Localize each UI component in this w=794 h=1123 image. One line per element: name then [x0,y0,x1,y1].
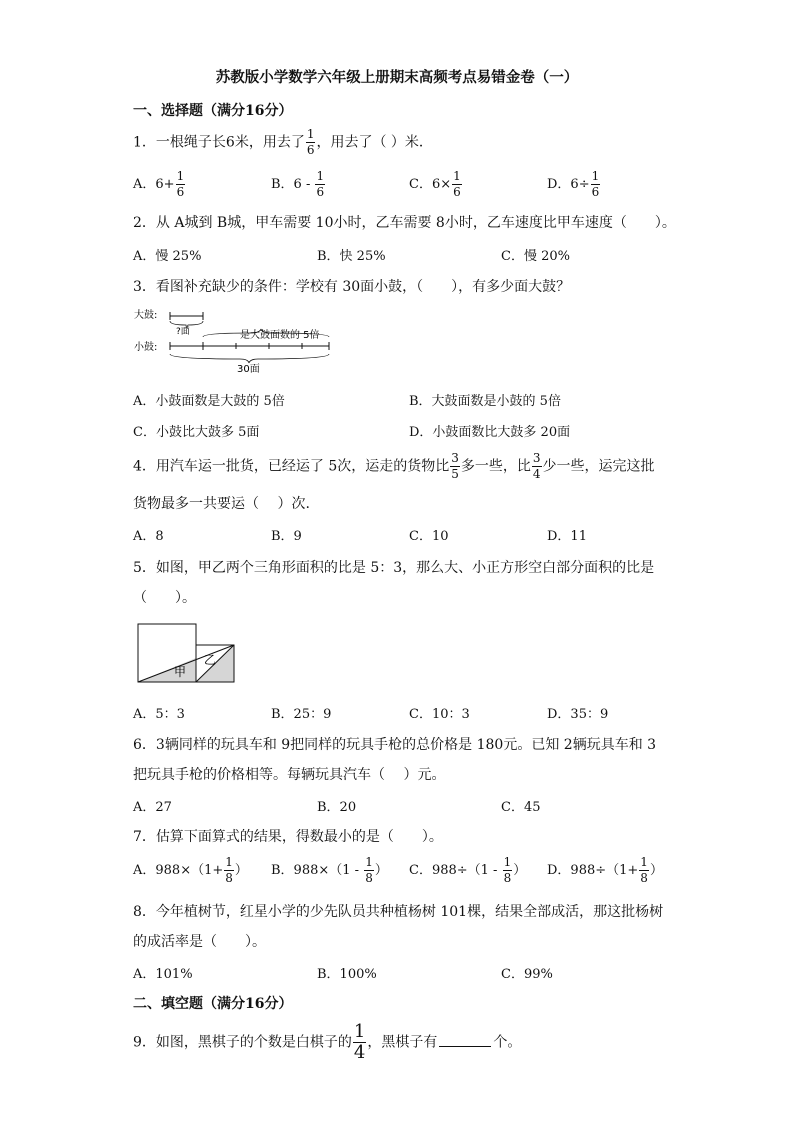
question-1 [133,128,433,157]
q4-option-c[interactable]: C．10 [409,529,449,544]
q8-option-a[interactable]: A．101% [133,967,193,982]
q1-option-c[interactable]: C．6× $\frac{1}{6}$ [409,169,461,199]
q4-fraction-2: $\frac{3}{4}$ [532,451,541,481]
q5-option-d[interactable]: D．35：9 [547,707,609,722]
q4-option-d[interactable]: D．11 [547,529,587,544]
q4-fraction-1: $\frac{3}{5}$ [451,451,459,481]
q6-option-a[interactable]: A．27 [133,800,172,815]
q7-option-a[interactable]: A．988×（1+ $\frac{1}{8}$ ） [133,855,248,885]
total-label: 30面 [237,364,260,375]
question-mark-label: ?面 [176,327,190,337]
question-4: 4．用汽车运一批货，已经运了 5次，运走的货物比 $\frac{3}{5}$ 多一些，比 $\frac{3}{4}$ 少一些，运完这批 [133,451,655,481]
jia-label: 甲 [174,665,187,679]
q2-option-b[interactable]: B．快 25% [317,249,386,264]
q4-option-a[interactable]: A．8 [133,529,164,544]
q6-option-c[interactable]: C．45 [501,800,541,815]
question-2: 2．从 A城到 B城，甲车需要 10小时，乙车需要 8小时，乙车速度比甲车速度（ ）。 [133,215,676,231]
question-3: 3．看图补充缺少的条件：学校有 30面小鼓，（ ），有多少面大鼓？ [133,279,571,295]
q5-option-a[interactable]: A．5：3 [133,707,185,722]
q3-option-c[interactable]: C．小鼓比大鼓多 5面 [133,425,260,440]
q1-option-b[interactable]: B．6 - $\frac{1}{6}$ [271,169,325,199]
question-8: 8．今年植树节，红星小学的少先队员共种植杨树 101棵，结果全部成活，那这批杨树 [133,904,664,920]
q6-option-b[interactable]: B．20 [317,800,357,815]
q5-option-b[interactable]: B．25：9 [271,707,332,722]
yi-label: 乙 [204,653,217,667]
q9-answer-blank[interactable] [439,1034,491,1047]
q2-option-a[interactable]: A．慢 25% [133,249,202,264]
q5-squares-figure [132,618,242,690]
q3-option-b[interactable]: B．大鼓面数是小鼓的 5倍 [409,394,561,409]
question-6-line2: 把玩具手枪的价格相等。每辆玩具汽车（ ）元。 [133,767,446,783]
q3-option-d[interactable]: D．小鼓面数比大鼓多 20面 [409,425,571,440]
section-heading-choice: 一、选择题（满分16分） [133,103,293,119]
q3-bar-diagram [130,302,340,376]
q8-option-b[interactable]: B．100% [317,967,377,982]
big-drum-label: 大鼓: [134,310,158,321]
page-title: 苏教版小学数学六年级上册期末高频考点易错金卷（一） [215,69,579,86]
small-drum-label: 小鼓: [134,342,158,353]
q7-option-b[interactable]: B．988×（1 - $\frac{1}{8}$ ） [271,855,388,885]
q1-option-a[interactable]: A．6+ $\frac{1}{6}$ [133,169,185,199]
q5-option-c[interactable]: C．10：3 [409,707,470,722]
q4-option-b[interactable]: B．9 [271,529,302,544]
q1-text-post: ，用去了（ ）米． [316,134,433,151]
q8-option-c[interactable]: C．99% [501,967,553,982]
q3-option-a[interactable]: A．小鼓面数是大鼓的 5倍 [133,394,285,409]
q1-fraction: $\frac{1}{6}$ [306,127,315,157]
section-heading-fill: 二、填空题（满分16分） [133,996,293,1012]
q7-option-c[interactable]: C．988÷（1 - $\frac{1}{8}$ ） [409,855,527,885]
q1-option-d[interactable]: D．6÷ $\frac{1}{6}$ [547,169,600,199]
question-5-line2: （ ）。 [133,590,196,606]
question-9: 9．如图，黑棋子的个数是白棋子的 $\frac{1}{4}$ ，黑棋子有 个。 [133,1021,522,1063]
question-4-line2: 货物最多一共要运（ ）次. [133,496,310,512]
five-times-label: 是大鼓面数的 5倍 [240,330,320,341]
question-7: 7．估算下面算式的结果，得数最小的是（ ）。 [133,829,443,845]
question-8-line2: 的成活率是（ ）。 [133,934,266,950]
question-5: 5．如图，甲乙两个三角形面积的比是 5：3，那么大、小正方形空白部分面积的比是 [133,560,655,576]
question-6: 6．3辆同样的玩具车和 9把同样的玩具手枪的总价格是 180元。已知 2辆玩具车和 3 [133,737,657,753]
q7-option-d[interactable]: D．988÷（1+ $\frac{1}{8}$ ） [547,855,663,885]
q1-text-pre: 1．一根绳子长6米，用去了 [133,134,305,151]
q9-fraction: $\frac{1}{4}$ [353,1021,366,1063]
q2-option-c[interactable]: C．慢 20% [501,249,570,264]
